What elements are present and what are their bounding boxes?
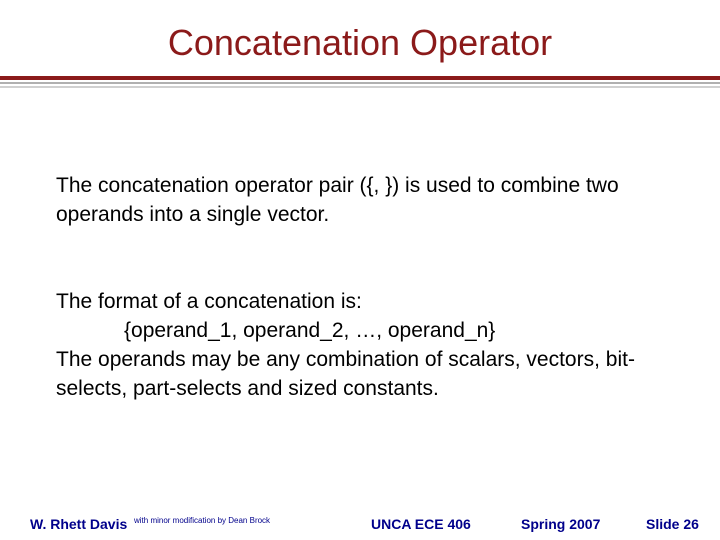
format-intro: The format of a concatenation is:: [56, 290, 362, 313]
slide-title: Concatenation Operator: [167, 22, 553, 63]
format-syntax: {operand_1, operand_2, …, operand_n}: [124, 319, 496, 342]
paragraph-definition: The concatenation operator pair ({, }) is used to combine two operands into a single vector.: [56, 174, 619, 226]
slide-footer: [0, 516, 720, 536]
slide-body: [56, 171, 686, 403]
title-rule-tertiary: [0, 86, 720, 88]
footer-course: UNCA ECE 406: [371, 516, 471, 532]
title-rule-primary: [0, 76, 720, 80]
footer-term: Spring 2007: [521, 516, 601, 532]
title-rule-secondary: [0, 82, 720, 84]
footer-author: W. Rhett Davis: [30, 516, 128, 532]
paragraph-format: [56, 287, 686, 403]
footer-note: with minor modification by Dean Brock: [134, 516, 271, 525]
operands-description: The operands may be any combination of scalars, vectors, bit-selects, part-selects and sized constants.: [56, 348, 635, 400]
footer-slide-number: Slide 26: [646, 516, 699, 532]
